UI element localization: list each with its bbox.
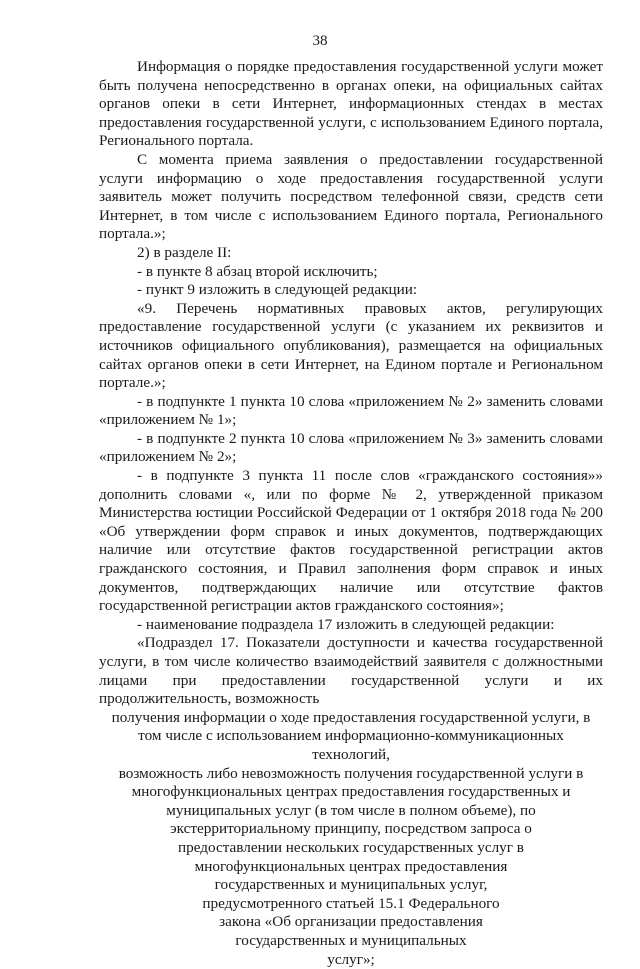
centered-line: многофункциональных центрах предоставления государственных и <box>99 783 603 802</box>
paragraph-item-9-intro: - пункт 9 изложить в следующей редакции: <box>99 281 603 300</box>
centered-title-block <box>99 709 603 969</box>
paragraph-section-ii: 2) в разделе II: <box>99 244 603 263</box>
centered-line: государственных и муниципальных услуг, <box>99 876 603 895</box>
centered-line: предоставлении нескольких государственных услуг в <box>99 839 603 858</box>
centered-line: том числе с использованием информационно-коммуникационных технологий, <box>99 727 603 764</box>
centered-line: экстерриториальному принципу, посредством запроса о <box>99 820 603 839</box>
paragraph-subitem-1-item-10: - в подпункте 1 пункта 10 слова «приложением № 2» заменить словами «приложением № 1»; <box>99 393 603 430</box>
paragraph-subsection-17-title: «Подраздел 17. Показатели доступности и качества государственной услуги, в том числе количество взаимодействий заявителя с должностными лицами при предоставлении государственной услуги и их продолжительность, возможность <box>99 634 603 708</box>
paragraph-item-9-text: «9. Перечень нормативных правовых актов, регулирующих предоставление государственной услуги (с указанием их реквизитов и источников официального опубликования), размещается на официальных сайтах органов опеки в сети Интернет, на Едином портале и Региональном портале.»; <box>99 300 603 393</box>
paragraph-application-progress: С момента приема заявления о предоставлении государственной услуги информацию о ходе предоставления государственной услуги заявитель может получить посредством телефонной связи, средств сети Интернет, в том числе с использованием Единого портала, Регионального портала.»; <box>99 151 603 244</box>
centered-line: многофункциональных центрах предоставления <box>99 858 603 877</box>
page-number: 38 <box>0 33 640 50</box>
paragraph-subitem-2-item-10: - в подпункте 2 пункта 10 слова «приложением № 3» заменить словами «приложением № 2»; <box>99 430 603 467</box>
paragraph-subsection-17-intro: - наименование подраздела 17 изложить в следующей редакции: <box>99 616 603 635</box>
centered-line: государственных и муниципальных <box>99 932 603 951</box>
paragraph-item-8: - в пункте 8 абзац второй исключить; <box>99 263 603 282</box>
centered-line: услуг»; <box>99 951 603 969</box>
centered-line: получения информации о ходе предоставления государственной услуги, в <box>99 709 603 728</box>
paragraph-info-order: Информация о порядке предоставления государственной услуги может быть получена непосредственно в органах опеки, на официальных сайтах органов опеки в сети Интернет, информационных стендах в местах предоставления государственной услуги, с использованием Единого портала, Регионального портала. <box>99 58 603 151</box>
centered-line: закона «Об организации предоставления <box>99 913 603 932</box>
paragraph-subitem-3-item-11: - в подпункте 3 пункта 11 после слов «гражданского состояния»» дополнить словами «, или по форме № 2, утвержденной приказом Министерства юстиции Российской Федерации от 1 октября 2018 года № 200 «Об утверждении форм справок и иных документов, подтверждающих наличие или отсутствие фактов государственной регистрации актов гражданского состояния, и Правил заполнения форм справок и иных документов, подтверждающих наличие или отсутствие фактов государственной регистрации актов гражданского состояния»; <box>99 467 603 616</box>
centered-line: возможность либо невозможность получения государственной услуги в <box>99 765 603 784</box>
centered-line: предусмотренного статьей 15.1 Федерального <box>99 895 603 914</box>
document-body <box>99 58 603 969</box>
centered-line: муниципальных услуг (в том числе в полном объеме), по <box>99 802 603 821</box>
